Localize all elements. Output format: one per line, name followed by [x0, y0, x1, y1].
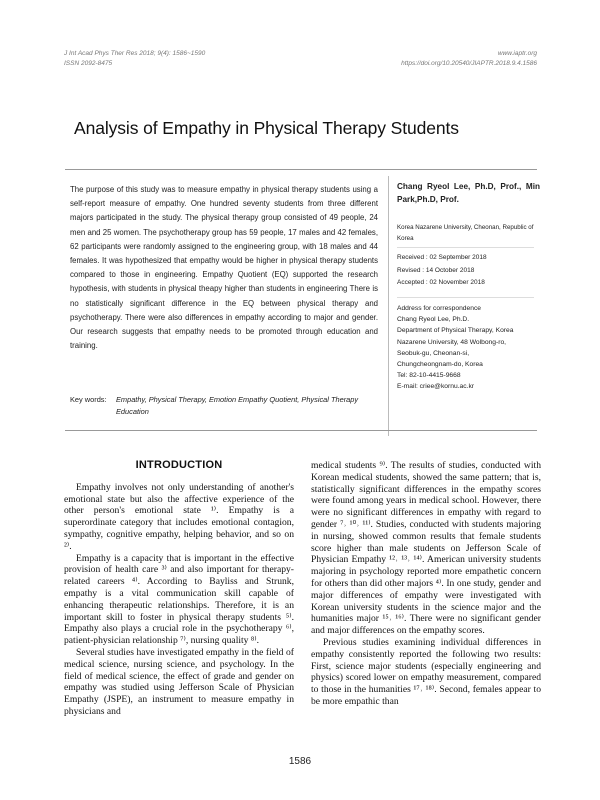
body-column-left [64, 460, 294, 718]
dates-divider [397, 297, 534, 298]
title-divider [65, 169, 537, 170]
affiliation-divider [397, 247, 534, 248]
keywords-block [70, 394, 380, 417]
issn-line: ISSN 2092-8475 [64, 60, 113, 67]
article-title: Analysis of Empathy in Physical Therapy Students [74, 118, 459, 138]
revised-date: Revised : 14 October 2018 [397, 266, 475, 274]
abstract-bottom-divider [65, 430, 537, 431]
body-paragraph: Empathy involves not only understanding of another's emotional state but also the affective experience of the other person's emotional state ¹⁾. Empathy is a superordinate category that includes emotional contagion, sympathy, cognitive empathy, helping behavior, and so on ²⁾. [64, 481, 294, 552]
email-line[interactable]: E-mail: criee@kornu.ac.kr [397, 383, 475, 391]
doi-link[interactable]: https://doi.org/10.20540/JIAPTR.2018.9.4.1586 [401, 60, 537, 67]
body-column-right [311, 460, 541, 708]
correspondence-line: Chungcheongnam-do, Korea [397, 361, 483, 369]
sidebar-divider [388, 176, 389, 436]
received-date: Received : 02 September 2018 [397, 254, 487, 261]
correspondence-line: Chang Ryeol Lee, Ph.D. [397, 316, 470, 324]
author-affiliation: Korea Nazarene University, Cheonan, Republic of Korea [397, 224, 534, 242]
page-number: 1586 [288, 756, 312, 767]
correspondence-block [397, 303, 540, 393]
abstract-text: The purpose of this study was to measure empathy in physical therapy students using a self-report measure of empathy. One hundred seventy students from three different majors participated in the study. The physical therapy group consisted of 49 people, 24 men and 25 women. The psychotherapy group has 59 people, 17 males and 42 females, 62 participants were randomly assigned to the engineering group, with 18 males and 44 females. It was hypothesized that empathy would be higher in physical therapy students compared to those in engineering. Empathy Quotient (EQ) supported the research hypothesis, with students in physical theapy higher than students in engineering There is no statistically significant difference in the EQ between physical therapy and psychotherapy. There were also differences in empathy according to major and gender. Our research suggests that empathy needs to be promoted through education and training. [70, 185, 378, 351]
journal-links [401, 49, 537, 69]
author-names: Chang Ryeol Lee, Ph.D, Prof., Min Park,Ph.D, Prof. [397, 182, 540, 204]
website-link[interactable]: www.iaptr.org [497, 50, 537, 57]
body-paragraph: Several studies have investigated empathy in the field of medical science, nursing science, and psychology. In the field of medical science, the effect of grade and gender on empathy was studied using Jefferson Scale of Physician Empathy (JSPE), an instrument to measure empathy in physicians and [64, 646, 294, 717]
correspondence-line: Seobuk-gu, Cheonan-si, [397, 349, 470, 357]
phone-line: Tel: 82-10-4415-9668 [397, 372, 461, 380]
correspondence-label: Address for correspondence [397, 305, 482, 312]
body-paragraph: Previous studies examining individual differences in empathy consistently reported the following two results: First, science major students (especially engineering and physics) scored lower on empathy measurement, compared to those in the humanities ¹⁷˒ ¹⁸⁾. Second, females appear to be more empathic than [311, 636, 541, 707]
keywords-label: Key words: [70, 395, 107, 404]
body-paragraph: medical students ⁹⁾. The results of studies, conducted with Korean medical students, showed the same pattern; that is, statistically significant differences in the empathy scores were found among years in medical school. However, there were no significant differences in empathy with regard to gender ⁷˒ ¹⁰˒ ¹¹⁾. Studies, conducted with students majoring in nursing, showed common results that female students score higher than male students on Jefferson Scale of Physician Empathy ¹²˒ ¹³˒ ¹⁴⁾. American university students majoring in psychology reported more empathetic concern for others than did other majors ⁴⁾. In one study, gender and major differences of empathy were investigated with Korean university students in the science major and the humanities major ¹⁵˒ ¹⁶⁾. There were no significant gender and major differences on the empathy scores. [311, 460, 541, 637]
keywords-text: Empathy, Physical Therapy, Emotion Empathy Quotient, Physical Therapy Education [116, 395, 359, 416]
accepted-date: Accepted : 02 November 2018 [397, 279, 485, 286]
correspondence-line: Nazarene University, 48 Wolbong-ro, [397, 338, 507, 346]
journal-citation [64, 49, 205, 69]
citation-line: J Int Acad Phys Ther Res 2018; 9(4): 1586~1590 [64, 50, 206, 57]
section-heading: INTRODUCTION [135, 459, 223, 471]
correspondence-line: Department of Physical Therapy, Korea [397, 327, 514, 335]
body-paragraph: Empathy is a capacity that is important in the effective provision of health care ³⁾ and also important for therapy-related careers ⁴⁾. According to Bayliss and Strunk, empathy is a vital communication skill capable of enhancing therapeutic relationships. Therefore, it is an important skill to foster in physical therapy students ⁵⁾. Empathy also plays a crucial role in the psychotherapy ⁶⁾, patient-physician relationship ⁷⁾, nursing quality ⁸⁾. [64, 552, 294, 647]
article-dates [397, 252, 540, 290]
